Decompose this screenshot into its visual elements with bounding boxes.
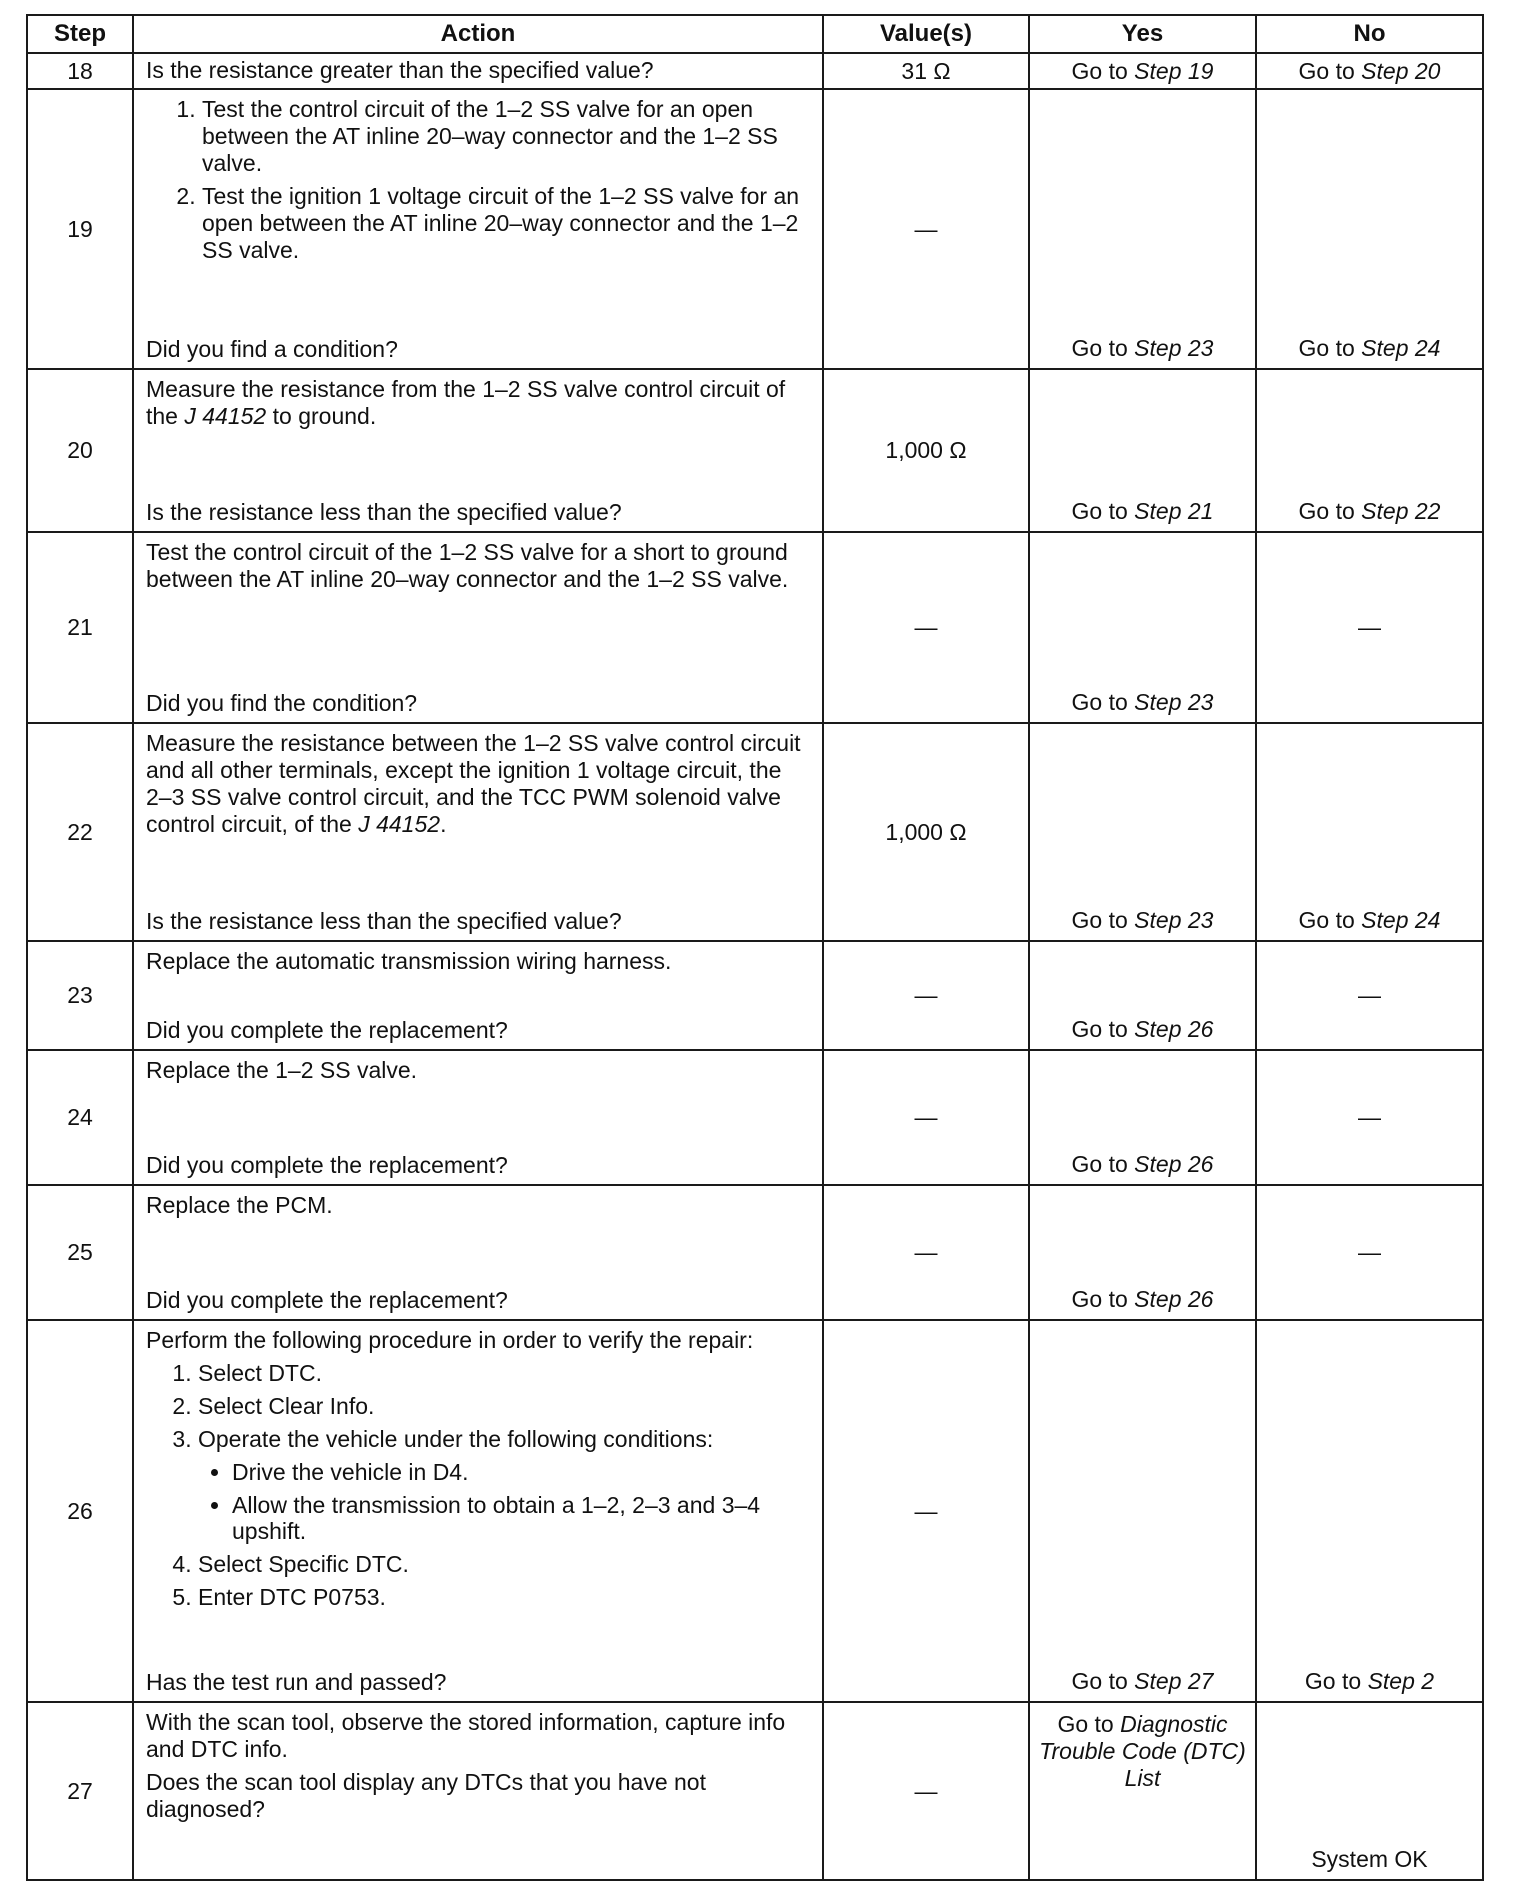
action-question: Did you find the condition? bbox=[146, 690, 418, 717]
no-cell: — bbox=[1256, 532, 1483, 723]
header-step: Step bbox=[27, 15, 133, 53]
value-cell: 1,000 Ω bbox=[823, 369, 1029, 532]
action-step: 2. Test the ignition 1 voltage circuit of the 1–2 SS valve for an open between the AT inline 20–way connector and the 1–2 SS valve. bbox=[202, 183, 810, 264]
action-steps-list bbox=[146, 1360, 810, 1611]
yes-step-link[interactable]: Step 19 bbox=[1134, 57, 1214, 84]
yes-step-link[interactable]: Step 23 bbox=[1134, 907, 1214, 934]
action-instruction: Measure the resistance from the 1–2 SS valve control circuit of the J 44152 to ground. bbox=[146, 376, 786, 429]
table-row-step-21 bbox=[27, 532, 1483, 723]
no-step-link[interactable]: Step 24 bbox=[1361, 907, 1441, 934]
action-step: 4. Select Specific DTC. bbox=[198, 1551, 810, 1578]
action-cell bbox=[133, 369, 823, 532]
header-action: Action bbox=[133, 15, 823, 53]
action-question: Does the scan tool display any DTCs that you have not diagnosed? bbox=[146, 1768, 706, 1822]
action-instruction: Replace the 1–2 SS valve. bbox=[146, 1057, 418, 1083]
action-cell bbox=[133, 1050, 823, 1185]
no-cell: — bbox=[1256, 1050, 1483, 1185]
yes-cell: Go to Step 19 bbox=[1029, 53, 1256, 89]
table-row-step-27 bbox=[27, 1702, 1483, 1880]
dtc-list-link[interactable]: Diagnostic Trouble Code (DTC) List bbox=[1039, 1711, 1246, 1791]
action-cell bbox=[133, 1185, 823, 1320]
action-cell bbox=[133, 1702, 823, 1880]
step-number: 20 bbox=[27, 369, 133, 532]
table-row-step-23 bbox=[27, 941, 1483, 1050]
value-cell: 1,000 Ω bbox=[823, 723, 1029, 941]
action-steps-list bbox=[146, 96, 810, 269]
no-cell: Go to Step 20 bbox=[1256, 53, 1483, 89]
tool-reference: J 44152 bbox=[358, 810, 441, 837]
table-row-step-24 bbox=[27, 1050, 1483, 1185]
action-instruction: Replace the PCM. bbox=[146, 1192, 333, 1218]
action-cell bbox=[133, 53, 823, 89]
value-cell: — bbox=[823, 532, 1029, 723]
action-cell bbox=[133, 532, 823, 723]
yes-cell: Go to Step 23 bbox=[1029, 723, 1256, 941]
tool-reference: J 44152 bbox=[184, 402, 267, 429]
no-step-link[interactable]: Step 20 bbox=[1361, 57, 1441, 84]
action-question: Did you find a condition? bbox=[146, 336, 398, 363]
table-row-step-19 bbox=[27, 89, 1483, 369]
action-step: 1. Test the control circuit of the 1–2 SS valve for an open between the AT inline 20–way connector and the 1–2 SS valve. bbox=[202, 96, 810, 177]
step-number: 18 bbox=[27, 53, 133, 89]
value-cell: — bbox=[823, 1185, 1029, 1320]
table-row-step-20 bbox=[27, 369, 1483, 532]
no-cell: Go to Step 22 bbox=[1256, 369, 1483, 532]
action-question: Did you complete the replacement? bbox=[146, 1287, 508, 1314]
header-row bbox=[27, 15, 1483, 53]
step-number: 24 bbox=[27, 1050, 133, 1185]
yes-step-link[interactable]: Step 26 bbox=[1134, 1151, 1214, 1178]
no-cell: — bbox=[1256, 1185, 1483, 1320]
header-yes: Yes bbox=[1029, 15, 1256, 53]
table-row-step-22 bbox=[27, 723, 1483, 941]
action-instruction: Replace the automatic transmission wiring harness. bbox=[146, 948, 672, 974]
yes-step-link[interactable]: Step 21 bbox=[1134, 498, 1214, 525]
action-cell bbox=[133, 1320, 823, 1702]
table-row-step-18 bbox=[27, 53, 1483, 89]
action-question: Did you complete the replacement? bbox=[146, 1017, 508, 1044]
action-step: 3. Operate the vehicle under the following conditions: • Drive the vehicle in D4. • Allow the transmission to obtain a 1–2, 2–3 and 3–4 upshift. bbox=[198, 1426, 810, 1546]
diagnostic-table bbox=[26, 14, 1484, 1881]
yes-cell: Go to Step 23 bbox=[1029, 89, 1256, 369]
action-substeps-list bbox=[198, 1459, 810, 1546]
action-question: Is the resistance less than the specified value? bbox=[146, 499, 622, 526]
yes-step-link[interactable]: Step 26 bbox=[1134, 1286, 1214, 1313]
yes-cell: Go to Step 26 bbox=[1029, 1050, 1256, 1185]
table-row-step-26 bbox=[27, 1320, 1483, 1702]
yes-cell: Go to Step 23 bbox=[1029, 532, 1256, 723]
no-cell: Go to Step 24 bbox=[1256, 723, 1483, 941]
action-instruction: With the scan tool, observe the stored information, capture info and DTC info. bbox=[146, 1709, 786, 1762]
no-cell: System OK bbox=[1256, 1702, 1483, 1880]
action-cell bbox=[133, 89, 823, 369]
yes-cell: Go to Step 26 bbox=[1029, 1185, 1256, 1320]
yes-step-link[interactable]: Step 26 bbox=[1134, 1016, 1214, 1043]
value-cell: — bbox=[823, 1050, 1029, 1185]
value-cell: — bbox=[823, 1702, 1029, 1880]
no-cell: — bbox=[1256, 941, 1483, 1050]
action-instruction: Measure the resistance between the 1–2 SS valve control circuit and all other terminals, except the ignition 1 voltage circuit, the 2–3 SS valve control circuit, and the TCC PWM solenoid valve control circuit, of the J 44152. bbox=[146, 730, 801, 837]
action-intro: Perform the following procedure in order to verify the repair: bbox=[146, 1327, 754, 1353]
yes-cell: Go to Step 21 bbox=[1029, 369, 1256, 532]
step-number: 21 bbox=[27, 532, 133, 723]
no-step-link[interactable]: Step 2 bbox=[1367, 1668, 1435, 1695]
header-no: No bbox=[1256, 15, 1483, 53]
action-question: Is the resistance less than the specified value? bbox=[146, 908, 622, 935]
step-number: 23 bbox=[27, 941, 133, 1050]
step-number: 25 bbox=[27, 1185, 133, 1320]
action-instruction: Test the control circuit of the 1–2 SS valve for a short to ground between the AT inline 20–way connector and the 1–2 SS valve. bbox=[146, 539, 789, 592]
action-cell bbox=[133, 941, 823, 1050]
step-number: 27 bbox=[27, 1702, 133, 1880]
yes-step-link[interactable]: Step 27 bbox=[1134, 1668, 1214, 1695]
yes-step-link[interactable]: Step 23 bbox=[1134, 335, 1214, 362]
step-number: 26 bbox=[27, 1320, 133, 1702]
value-cell: — bbox=[823, 89, 1029, 369]
action-question: Has the test run and passed? bbox=[146, 1669, 447, 1696]
table-row-step-25 bbox=[27, 1185, 1483, 1320]
yes-cell: Go to Step 27 bbox=[1029, 1320, 1256, 1702]
action-question: Did you complete the replacement? bbox=[146, 1152, 508, 1179]
value-cell: — bbox=[823, 1320, 1029, 1702]
value-cell: — bbox=[823, 941, 1029, 1050]
step-number: 19 bbox=[27, 89, 133, 369]
action-question: Is the resistance greater than the specified value? bbox=[146, 57, 654, 83]
action-step: 2. Select Clear Info. bbox=[198, 1393, 810, 1420]
no-cell: Go to Step 2 bbox=[1256, 1320, 1483, 1702]
no-step-link[interactable]: Step 24 bbox=[1361, 335, 1441, 362]
no-step-link[interactable]: Step 22 bbox=[1361, 498, 1441, 525]
action-substep: • Allow the transmission to obtain a 1–2, 2–3 and 3–4 upshift. bbox=[232, 1492, 810, 1546]
header-values: Value(s) bbox=[823, 15, 1029, 53]
yes-cell: Go to Diagnostic Trouble Code (DTC) List bbox=[1029, 1702, 1256, 1880]
action-step: 5. Enter DTC P0753. bbox=[198, 1584, 810, 1611]
action-cell bbox=[133, 723, 823, 941]
no-cell: Go to Step 24 bbox=[1256, 89, 1483, 369]
value-cell: 31 Ω bbox=[823, 53, 1029, 89]
step-number: 22 bbox=[27, 723, 133, 941]
yes-step-link[interactable]: Step 23 bbox=[1134, 689, 1214, 716]
action-step: 1. Select DTC. bbox=[198, 1360, 810, 1387]
action-substep: • Drive the vehicle in D4. bbox=[232, 1459, 810, 1486]
yes-cell: Go to Step 26 bbox=[1029, 941, 1256, 1050]
